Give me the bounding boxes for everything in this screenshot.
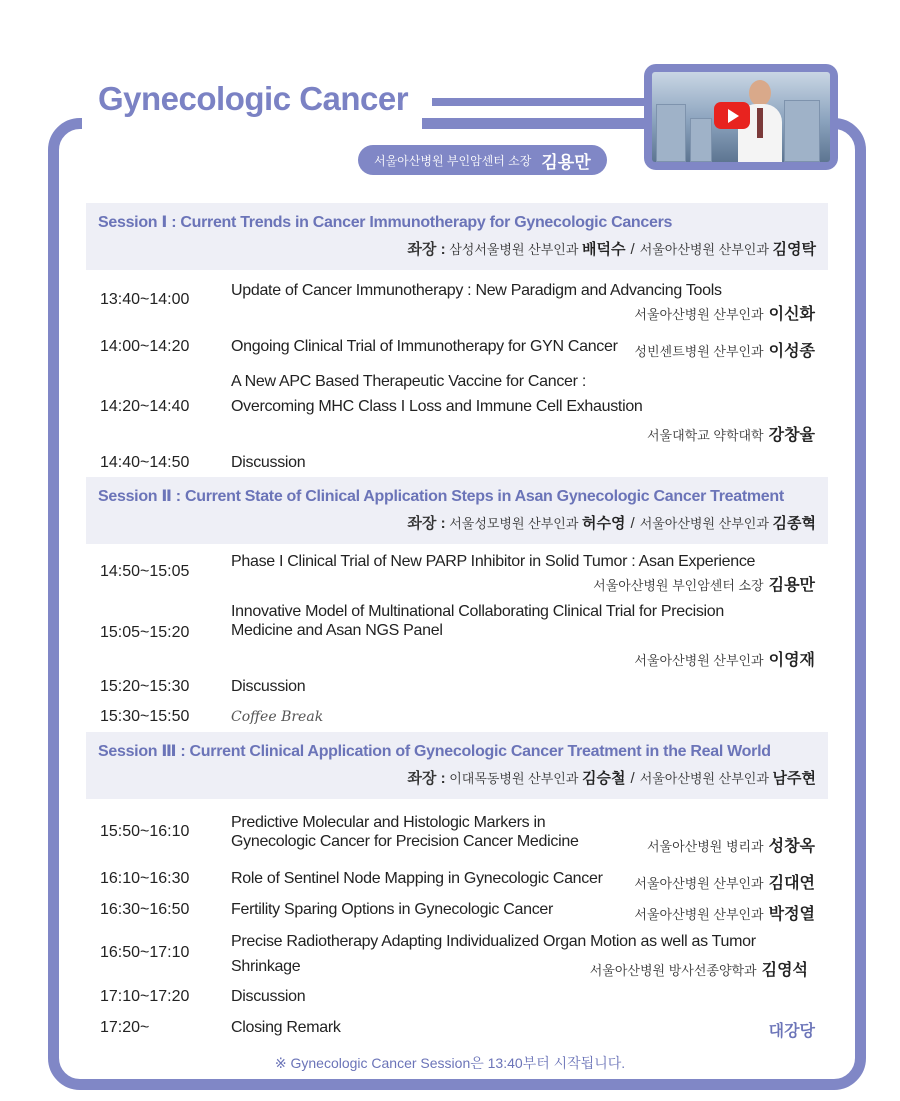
speaker-name: 이성종 [768, 343, 815, 360]
separator: / [630, 515, 635, 532]
chair-badge [358, 145, 607, 175]
chair-name: 허수영 [582, 515, 626, 532]
talk-speaker [634, 338, 815, 361]
speaker-affiliation: 서울아산병원 방사선종양학과 [589, 963, 757, 978]
speaker-name: 김대연 [768, 875, 815, 892]
title-rule [432, 98, 664, 106]
talk-title-line-2: Overcoming MHC Class I Loss and Immune Cell Exhaustion [231, 398, 643, 415]
talk-time: 14:50~15:05 [100, 563, 190, 580]
chair-label: 좌장 : [407, 241, 446, 258]
play-button-icon[interactable] [714, 102, 750, 129]
talk-time: 16:30~16:50 [100, 901, 190, 918]
separator: / [630, 241, 635, 258]
coffee-break-label: Coffee Break [231, 709, 324, 725]
talk-title-line-2: Shrinkage [231, 958, 301, 975]
speaker-name: 김영석 [761, 962, 808, 979]
chair-name: 남주현 [772, 770, 816, 787]
chair-affiliation: 서울아산병원 부인암센터 소장 [374, 153, 532, 168]
talk-time: 15:20~15:30 [100, 678, 190, 695]
speaker-affiliation: 서울아산병원 부인암센터 소장 [593, 578, 764, 593]
session-title: Session Ⅰ : Current Trends in Cancer Immunotherapy for Gynecologic Cancers [98, 214, 673, 231]
footer-note: ※ Gynecologic Cancer Session은 13:40부터 시작됩니다. [274, 1055, 626, 1071]
talk-time: 14:20~14:40 [100, 398, 190, 415]
session-header-1 [86, 203, 828, 270]
talk-time: 15:05~15:20 [100, 624, 190, 641]
talk-title: Discussion [231, 988, 306, 1005]
talk-title-line-2: Gynecologic Cancer for Precision Cancer Medicine [231, 833, 579, 850]
building-2 [690, 118, 712, 162]
talk-time: 14:40~14:50 [100, 454, 190, 471]
speaker-affiliation: 서울아산병원 산부인과 [634, 907, 764, 922]
talk-speaker [593, 572, 815, 595]
speaker-name: 김용만 [768, 577, 815, 594]
chair-affiliation: 서울아산병원 산부인과 [639, 242, 769, 257]
chair-affiliation: 서울성모병원 산부인과 [449, 516, 579, 531]
talk-title-line-2: Medicine and Asan NGS Panel [231, 622, 443, 639]
talk-time: 13:40~14:00 [100, 291, 190, 308]
session-chairs [407, 238, 816, 259]
chair-affiliation: 서울아산병원 산부인과 [639, 771, 769, 786]
talk-speaker [634, 301, 815, 324]
talk-title: Role of Sentinel Node Mapping in Gynecologic Cancer [231, 870, 603, 887]
talk-time: 15:50~16:10 [100, 823, 190, 840]
chair-label: 좌장 : [407, 515, 446, 532]
session-header-2 [86, 477, 828, 544]
talk-title: Fertility Sparing Options in Gynecologic Cancer [231, 901, 554, 918]
video-frame [652, 72, 830, 162]
talk-title-line-1: Predictive Molecular and Histologic Markers in [231, 814, 546, 831]
speaker-affiliation: 성빈센트병원 산부인과 [634, 344, 764, 359]
talk-time: 14:00~14:20 [100, 338, 190, 355]
chair-name: 김영탁 [772, 241, 816, 258]
speaker-affiliation: 서울아산병원 산부인과 [634, 876, 764, 891]
chair-name: 김승철 [582, 770, 626, 787]
talk-title: Update of Cancer Immunotherapy : New Paradigm and Advancing Tools [231, 282, 722, 299]
chair-name: 김종혁 [772, 515, 816, 532]
talk-time: 16:50~17:10 [100, 944, 190, 961]
talk-time: 16:10~16:30 [100, 870, 190, 887]
speaker-name: 이신화 [768, 306, 815, 323]
session-title: Session Ⅱ : Current State of Clinical Application Steps in Asan Gynecologic Cancer Treatment [98, 488, 784, 505]
speaker-name: 박정열 [768, 906, 815, 923]
session-header-3 [86, 732, 828, 799]
talk-title-line-1: Innovative Model of Multinational Collaborating Clinical Trial for Precision [231, 603, 725, 620]
talk-speaker [634, 647, 815, 670]
video-thumbnail[interactable] [644, 64, 838, 170]
speaker-affiliation: 서울아산병원 병리과 [646, 839, 764, 854]
talk-time: 17:10~17:20 [100, 988, 190, 1005]
talk-title: Discussion [231, 454, 306, 471]
building-3 [784, 100, 820, 162]
talk-speaker [634, 901, 815, 924]
talk-time: 17:20~ [100, 1019, 150, 1036]
talk-speaker [634, 870, 815, 893]
talk-speaker [647, 422, 815, 445]
venue-label: 대강당 [768, 1023, 815, 1040]
talk-speaker [590, 957, 808, 980]
chair-label: 좌장 : [407, 770, 446, 787]
talk-title: Closing Remark [231, 1019, 341, 1036]
speaker-name: 이영재 [768, 652, 815, 669]
chair-affiliation: 서울아산병원 산부인과 [639, 516, 769, 531]
speaker-name: 강창율 [768, 427, 815, 444]
talk-title: Discussion [231, 678, 306, 695]
separator: / [630, 770, 635, 787]
session-chairs [407, 512, 816, 533]
speaker-affiliation: 서울대학교 약학대학 [646, 428, 764, 443]
talk-title: Phase I Clinical Trial of New PARP Inhibitor in Solid Tumor : Asan Experience [231, 553, 756, 570]
talk-title-line-1: A New APC Based Therapeutic Vaccine for Cancer : [231, 373, 586, 390]
building-1 [656, 104, 686, 162]
talk-title: Ongoing Clinical Trial of Immunotherapy for GYN Cancer [231, 338, 618, 355]
speaker-affiliation: 서울아산병원 산부인과 [634, 653, 764, 668]
session-chairs [407, 767, 816, 788]
talk-title-line-1: Precise Radiotherapy Adapting Individualized Organ Motion as well as Tumor [231, 933, 756, 950]
chair-name: 배덕수 [582, 241, 626, 258]
chair-affiliation: 이대목동병원 산부인과 [449, 771, 579, 786]
talk-speaker [647, 833, 815, 856]
talk-time: 15:30~15:50 [100, 708, 190, 725]
session-title: Session Ⅲ : Current Clinical Application of Gynecologic Cancer Treatment in the Real World [98, 743, 771, 760]
page-title: Gynecologic Cancer [98, 80, 409, 117]
speaker-affiliation: 서울아산병원 산부인과 [634, 307, 764, 322]
speaker-name: 성창옥 [768, 838, 815, 855]
chair-affiliation: 삼성서울병원 산부인과 [449, 242, 579, 257]
chair-name: 김용만 [541, 152, 591, 172]
